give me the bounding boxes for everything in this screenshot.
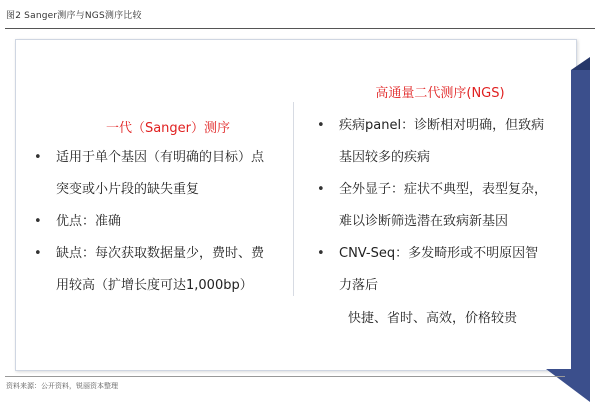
- sanger-heading: 一代（Sanger）测序: [105, 121, 231, 136]
- bullet-icon: •: [317, 182, 325, 197]
- list-item: [32, 142, 287, 206]
- top-divider: [5, 28, 595, 29]
- list-item: [32, 238, 287, 302]
- bullet-icon: •: [34, 246, 42, 261]
- item-line: 难以诊断筛选潜在致病新基因: [339, 214, 509, 229]
- item-line: 缺点：每次获取数据量少，费时、费: [56, 246, 265, 261]
- item-line: 用较高（扩增长度可达1,000bp）: [56, 278, 253, 293]
- source-note: 资料来源：公开资料，锐丽资本整理: [6, 382, 118, 390]
- bullet-icon: •: [317, 118, 325, 133]
- item-line: 突变或小片段的缺失重复: [56, 182, 200, 197]
- item-line: 疾病panel：诊断相对明确，但致病: [339, 118, 545, 133]
- item-line: 适用于单个基因（有明确的目标）点: [56, 150, 265, 165]
- item-line: 基因较多的疾病: [339, 150, 431, 165]
- list-item: [315, 174, 560, 238]
- corner-decoration: [546, 369, 590, 402]
- figure-title: 图2 Sanger测序与NGS测序比较: [6, 11, 142, 21]
- bottom-divider: [5, 376, 565, 377]
- item-line: 优点：准确: [56, 214, 122, 229]
- list-item: [315, 110, 560, 174]
- sanger-column: [32, 142, 287, 302]
- list-item: [32, 206, 287, 238]
- bullet-icon: •: [34, 214, 42, 229]
- list-item: [315, 238, 560, 302]
- ngs-column: [315, 110, 560, 302]
- column-divider: [293, 102, 294, 296]
- bullet-icon: •: [34, 150, 42, 165]
- ngs-heading: 高通量二代测序(NGS): [375, 86, 505, 101]
- ngs-summary: 快捷、省时、高效，价格较贵: [348, 311, 518, 326]
- bullet-icon: •: [317, 246, 325, 261]
- side-ribbon-decoration: [571, 70, 590, 371]
- item-line: CNV-Seq：多发畸形或不明原因智: [339, 246, 539, 261]
- item-line: 力落后: [339, 278, 379, 293]
- item-line: 全外显子：症状不典型，表型复杂，: [339, 182, 548, 197]
- ribbon-fold-decoration: [571, 57, 590, 70]
